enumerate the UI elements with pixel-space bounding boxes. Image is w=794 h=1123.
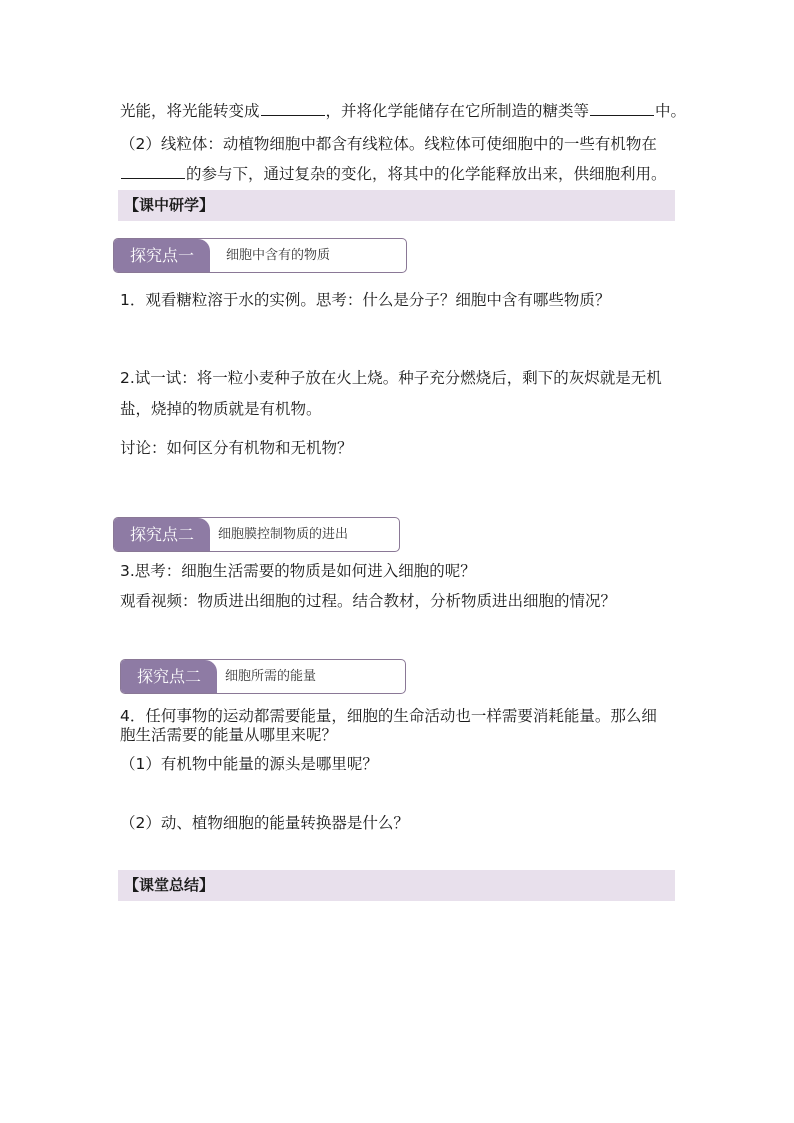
question-4-line-2: 胞生活需要的能量从哪里来呢？ [120,726,338,744]
point-label: 探究点二 [121,660,217,693]
question-3-video: 观看视频：物质进出细胞的过程。结合教材，分析物质进出细胞的情况？ [120,592,617,610]
fill-blank [261,101,325,116]
intro-text: ，并将化学能储存在它所制造的糖类等 [325,102,590,120]
intro-line-1 [120,101,686,121]
section-class-summary: 【课堂总结】 [118,870,675,901]
question-2-line-1: 2.试一试：将一粒小麦种子放在火上烧。种子充分燃烧后，剩下的灰烬就是无机 [120,369,662,387]
intro-text: 的参与下，通过复杂的变化，将其中的化学能释放出来，供细胞利用。 [186,165,667,183]
question-4-sub-1: （1）有机物中能量的源头是哪里呢？ [120,755,378,773]
discussion: 讨论：如何区分有机物和无机物？ [120,439,353,457]
point-title: 细胞膜控制物质的进出 [218,527,349,542]
section-class-research: 【课中研学】 [118,190,675,221]
intro-line-3 [120,164,667,184]
point-title: 细胞中含有的物质 [226,248,331,263]
fill-blank [590,101,654,116]
intro-text: 中。 [655,102,687,120]
point-tag-3 [120,659,406,694]
question-4-sub-2: （2）动、植物细胞的能量转换器是什么？ [120,814,409,832]
intro-text: 光能，将光能转变成 [120,102,260,120]
point-title: 细胞所需的能量 [225,669,317,684]
question-2-line-2: 盐，烧掉的物质就是有机物。 [120,400,322,418]
question-1: 1．观看糖粒溶于水的实例。思考：什么是分子？细胞中含有哪些物质？ [120,291,611,309]
point-label: 探究点一 [114,239,210,272]
point-tag-2 [113,517,400,552]
fill-blank [121,164,185,179]
question-3: 3.思考：细胞生活需要的物质是如何进入细胞的呢？ [120,562,476,580]
point-label: 探究点二 [114,518,210,551]
point-tag-1 [113,238,407,273]
intro-line-2: （2）线粒体：动植物细胞中都含有线粒体。线粒体可使细胞中的一些有机物在 [120,135,657,153]
question-4-line-1: 4．任何事物的运动都需要能量，细胞的生命活动也一样需要消耗能量。那么细 [120,707,657,725]
